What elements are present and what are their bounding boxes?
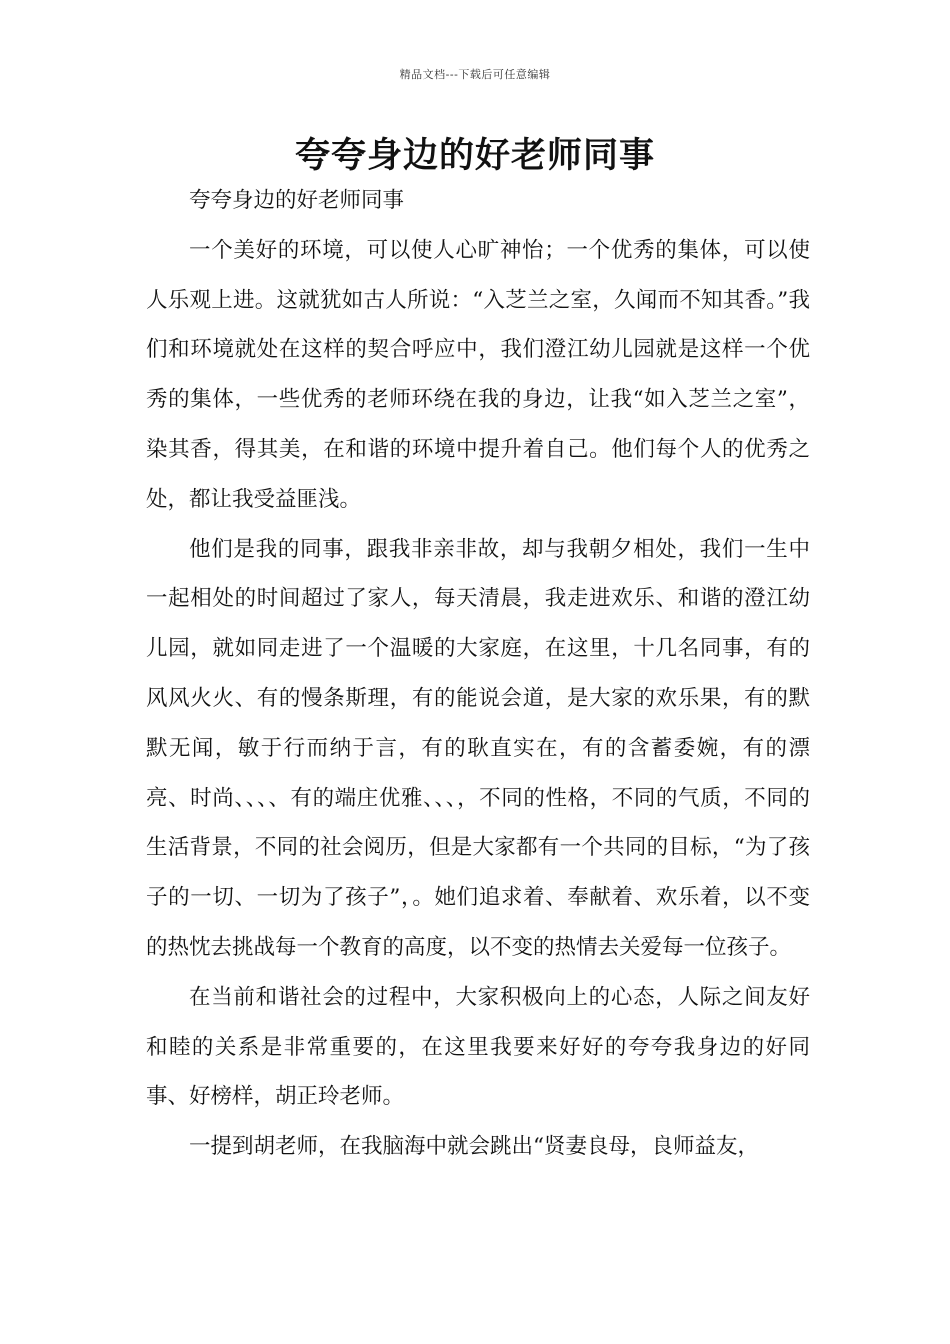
- header-note: 精品文档---下载后可任意编辑: [399, 68, 551, 81]
- subtitle-paragraph: 夸夸身边的好老师同事: [189, 188, 405, 213]
- body-paragraph: 在当前和谐社会的过程中，大家积极向上的心态，人际之间友好和睦的关系是非常重要的，在这里我要来好好的夸夸我身边的好同事、好榜样，胡正玲老师。: [146, 984, 810, 1110]
- body-paragraph: 一个美好的环境，可以使人心旷神怡；一个优秀的集体，可以使人乐观上进。这就犹如古人所说：“入芝兰之室，久闻而不知其香。”我们和环境就处在这样的契合呼应中，我们澄江幼儿园就是这样一个优秀的集体，一些优秀的老师环绕在我的身边，让我“如入芝兰之室”，染其香，得其美，在和谐的环境中提升着自己。他们每个人的优秀之处，都让我受益匪浅。: [146, 237, 810, 512]
- body-paragraph: 一提到胡老师，在我脑海中就会跳出“贤妻良母，良师益友，: [189, 1134, 759, 1160]
- document-title: 夸夸身边的好老师同事: [294, 136, 655, 176]
- body-paragraph: 他们是我的同事，跟我非亲非故，却与我朝夕相处，我们一生中一起相处的时间超过了家人，每天清晨，我走进欢乐、和谐的澄江幼儿园，就如同走进了一个温暖的大家庭，在这里，十几名同事，有的风风火火、有的慢条斯理，有的能说会道，是大家的欢乐果，有的默默无闻，敏于行而纳于言，有的耿直实在，有的含蓄委婉，有的漂亮、时尚、、、、有的端庄优雅、、、，不同的性格，不同的气质，不同的生活背景，不同的社会阅历，但是大家都有一个共同的目标，“为了孩子的一切、一切为了孩子”，。她们追求着、奉献着、欢乐着，以不变的热忱去挑战每一个教育的高度，以不变的热情去关爱每一位孩子。: [146, 536, 810, 960]
- document-body: [146, 176, 810, 1172]
